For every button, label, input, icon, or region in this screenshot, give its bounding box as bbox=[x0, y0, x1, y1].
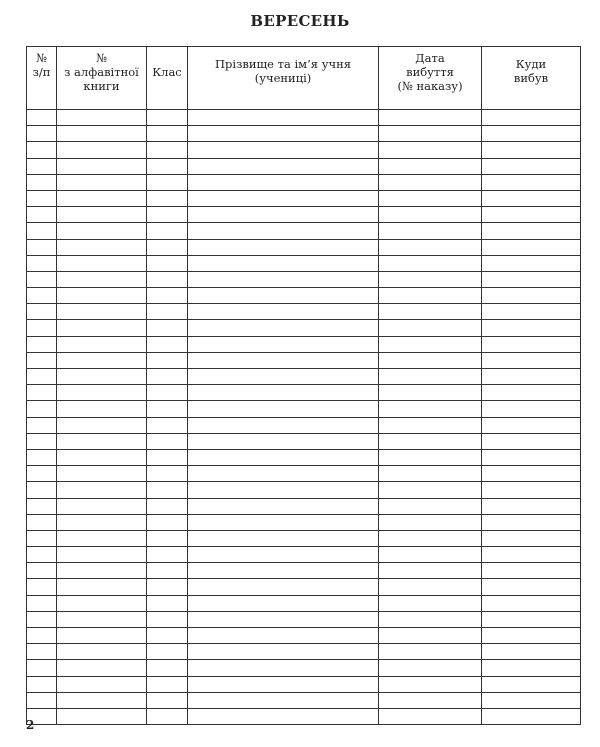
cell-destination[interactable] bbox=[482, 692, 581, 708]
cell-number[interactable] bbox=[27, 126, 57, 142]
cell-student-name[interactable] bbox=[188, 239, 379, 255]
cell-destination[interactable] bbox=[482, 514, 581, 530]
cell-number[interactable] bbox=[27, 628, 57, 644]
cell-departure-date[interactable] bbox=[379, 595, 482, 611]
cell-destination[interactable] bbox=[482, 433, 581, 449]
cell-destination[interactable] bbox=[482, 158, 581, 174]
cell-departure-date[interactable] bbox=[379, 304, 482, 320]
cell-class[interactable] bbox=[147, 271, 188, 287]
cell-number[interactable] bbox=[27, 466, 57, 482]
cell-student-name[interactable] bbox=[188, 433, 379, 449]
cell-departure-date[interactable] bbox=[379, 417, 482, 433]
cell-destination[interactable] bbox=[482, 482, 581, 498]
cell-departure-date[interactable] bbox=[379, 401, 482, 417]
cell-number[interactable] bbox=[27, 288, 57, 304]
cell-departure-date[interactable] bbox=[379, 336, 482, 352]
cell-student-name[interactable] bbox=[188, 174, 379, 190]
cell-alphabet-book-number[interactable] bbox=[57, 708, 147, 724]
cell-departure-date[interactable] bbox=[379, 320, 482, 336]
cell-departure-date[interactable] bbox=[379, 449, 482, 465]
cell-class[interactable] bbox=[147, 644, 188, 660]
header-text: Прізвище та ім’я учня bbox=[215, 57, 351, 71]
cell-student-name[interactable] bbox=[188, 466, 379, 482]
table-row bbox=[27, 207, 581, 223]
cell-alphabet-book-number[interactable] bbox=[57, 352, 147, 368]
cell-alphabet-book-number[interactable] bbox=[57, 530, 147, 546]
table-row bbox=[27, 158, 581, 174]
cell-destination[interactable] bbox=[482, 611, 581, 627]
cell-class[interactable] bbox=[147, 126, 188, 142]
cell-departure-date[interactable] bbox=[379, 271, 482, 287]
table-row bbox=[27, 530, 581, 546]
cell-student-name[interactable] bbox=[188, 579, 379, 595]
cell-student-name[interactable] bbox=[188, 288, 379, 304]
table-row bbox=[27, 271, 581, 287]
cell-number[interactable] bbox=[27, 352, 57, 368]
cell-number[interactable] bbox=[27, 563, 57, 579]
cell-class[interactable] bbox=[147, 660, 188, 676]
cell-number[interactable] bbox=[27, 660, 57, 676]
cell-student-name[interactable] bbox=[188, 595, 379, 611]
cell-destination[interactable] bbox=[482, 320, 581, 336]
cell-alphabet-book-number[interactable] bbox=[57, 320, 147, 336]
cell-class[interactable] bbox=[147, 174, 188, 190]
cell-number[interactable] bbox=[27, 433, 57, 449]
cell-number[interactable] bbox=[27, 336, 57, 352]
cell-student-name[interactable] bbox=[188, 190, 379, 206]
cell-destination[interactable] bbox=[482, 401, 581, 417]
cell-student-name[interactable] bbox=[188, 514, 379, 530]
cell-student-name[interactable] bbox=[188, 563, 379, 579]
page-number: 2 bbox=[26, 718, 35, 732]
cell-class[interactable] bbox=[147, 692, 188, 708]
cell-student-name[interactable] bbox=[188, 255, 379, 271]
cell-student-name[interactable] bbox=[188, 547, 379, 563]
table-row bbox=[27, 547, 581, 563]
header-text: з/п bbox=[32, 65, 51, 79]
cell-destination[interactable] bbox=[482, 271, 581, 287]
cell-number[interactable] bbox=[27, 449, 57, 465]
header-col-number bbox=[27, 47, 57, 110]
cell-departure-date[interactable] bbox=[379, 547, 482, 563]
cell-number[interactable] bbox=[27, 482, 57, 498]
table-row bbox=[27, 288, 581, 304]
cell-student-name[interactable] bbox=[188, 158, 379, 174]
cell-class[interactable] bbox=[147, 336, 188, 352]
cell-class[interactable] bbox=[147, 110, 188, 126]
table-row bbox=[27, 255, 581, 271]
cell-class[interactable] bbox=[147, 304, 188, 320]
header-text: Куди bbox=[515, 57, 547, 71]
header-text: з алфавітної bbox=[64, 65, 139, 79]
cell-student-name[interactable] bbox=[188, 142, 379, 158]
cell-alphabet-book-number[interactable] bbox=[57, 207, 147, 223]
table-row bbox=[27, 692, 581, 708]
table-row bbox=[27, 595, 581, 611]
cell-destination[interactable] bbox=[482, 676, 581, 692]
cell-departure-date[interactable] bbox=[379, 514, 482, 530]
table-row bbox=[27, 304, 581, 320]
cell-number[interactable] bbox=[27, 676, 57, 692]
cell-alphabet-book-number[interactable] bbox=[57, 417, 147, 433]
cell-number[interactable] bbox=[27, 514, 57, 530]
cell-class[interactable] bbox=[147, 530, 188, 546]
cell-number[interactable] bbox=[27, 304, 57, 320]
cell-alphabet-book-number[interactable] bbox=[57, 336, 147, 352]
table-row bbox=[27, 223, 581, 239]
cell-alphabet-book-number[interactable] bbox=[57, 660, 147, 676]
cell-student-name[interactable] bbox=[188, 369, 379, 385]
header-col-student-name bbox=[188, 47, 379, 110]
cell-number[interactable] bbox=[27, 385, 57, 401]
cell-destination[interactable] bbox=[482, 385, 581, 401]
cell-class[interactable] bbox=[147, 563, 188, 579]
cell-destination[interactable] bbox=[482, 255, 581, 271]
cell-destination[interactable] bbox=[482, 352, 581, 368]
cell-destination[interactable] bbox=[482, 449, 581, 465]
cell-destination[interactable] bbox=[482, 239, 581, 255]
cell-class[interactable] bbox=[147, 433, 188, 449]
table-row bbox=[27, 628, 581, 644]
header-text: вибуття bbox=[406, 65, 454, 79]
cell-departure-date[interactable] bbox=[379, 433, 482, 449]
cell-student-name[interactable] bbox=[188, 271, 379, 287]
cell-alphabet-book-number[interactable] bbox=[57, 628, 147, 644]
cell-number[interactable] bbox=[27, 498, 57, 514]
cell-number[interactable] bbox=[27, 595, 57, 611]
cell-student-name[interactable] bbox=[188, 110, 379, 126]
cell-destination[interactable] bbox=[482, 304, 581, 320]
cell-class[interactable] bbox=[147, 579, 188, 595]
cell-number[interactable] bbox=[27, 255, 57, 271]
table-row bbox=[27, 385, 581, 401]
cell-departure-date[interactable] bbox=[379, 110, 482, 126]
header-text: № bbox=[36, 51, 47, 65]
cell-number[interactable] bbox=[27, 369, 57, 385]
cell-class[interactable] bbox=[147, 611, 188, 627]
cell-student-name[interactable] bbox=[188, 644, 379, 660]
cell-destination[interactable] bbox=[482, 530, 581, 546]
cell-alphabet-book-number[interactable] bbox=[57, 385, 147, 401]
table-row bbox=[27, 611, 581, 627]
cell-number[interactable] bbox=[27, 223, 57, 239]
cell-number[interactable] bbox=[27, 644, 57, 660]
cell-alphabet-book-number[interactable] bbox=[57, 271, 147, 287]
header-text: № bbox=[96, 51, 107, 65]
table-row bbox=[27, 239, 581, 255]
cell-alphabet-book-number[interactable] bbox=[57, 239, 147, 255]
cell-class[interactable] bbox=[147, 676, 188, 692]
cell-destination[interactable] bbox=[482, 417, 581, 433]
cell-departure-date[interactable] bbox=[379, 352, 482, 368]
cell-class[interactable] bbox=[147, 158, 188, 174]
cell-alphabet-book-number[interactable] bbox=[57, 579, 147, 595]
cell-number[interactable] bbox=[27, 207, 57, 223]
cell-student-name[interactable] bbox=[188, 320, 379, 336]
cell-number[interactable] bbox=[27, 271, 57, 287]
cell-class[interactable] bbox=[147, 595, 188, 611]
cell-destination[interactable] bbox=[482, 579, 581, 595]
table-row bbox=[27, 708, 581, 724]
cell-class[interactable] bbox=[147, 320, 188, 336]
cell-student-name[interactable] bbox=[188, 708, 379, 724]
cell-class[interactable] bbox=[147, 417, 188, 433]
cell-number[interactable] bbox=[27, 401, 57, 417]
cell-alphabet-book-number[interactable] bbox=[57, 174, 147, 190]
cell-alphabet-book-number[interactable] bbox=[57, 369, 147, 385]
cell-alphabet-book-number[interactable] bbox=[57, 514, 147, 530]
cell-alphabet-book-number[interactable] bbox=[57, 466, 147, 482]
cell-destination[interactable] bbox=[482, 207, 581, 223]
departure-register-table bbox=[26, 46, 581, 725]
cell-departure-date[interactable] bbox=[379, 611, 482, 627]
cell-destination[interactable] bbox=[482, 466, 581, 482]
cell-destination[interactable] bbox=[482, 563, 581, 579]
cell-departure-date[interactable] bbox=[379, 223, 482, 239]
cell-departure-date[interactable] bbox=[379, 676, 482, 692]
cell-departure-date[interactable] bbox=[379, 708, 482, 724]
table-row bbox=[27, 190, 581, 206]
cell-departure-date[interactable] bbox=[379, 644, 482, 660]
cell-class[interactable] bbox=[147, 708, 188, 724]
cell-destination[interactable] bbox=[482, 660, 581, 676]
cell-departure-date[interactable] bbox=[379, 563, 482, 579]
cell-destination[interactable] bbox=[482, 288, 581, 304]
table-row bbox=[27, 401, 581, 417]
cell-departure-date[interactable] bbox=[379, 482, 482, 498]
cell-destination[interactable] bbox=[482, 708, 581, 724]
header-col-alphabet-book-number bbox=[57, 47, 147, 110]
table-row bbox=[27, 126, 581, 142]
cell-destination[interactable] bbox=[482, 628, 581, 644]
cell-student-name[interactable] bbox=[188, 336, 379, 352]
table-row bbox=[27, 676, 581, 692]
cell-alphabet-book-number[interactable] bbox=[57, 142, 147, 158]
table-row bbox=[27, 449, 581, 465]
cell-class[interactable] bbox=[147, 369, 188, 385]
table-row bbox=[27, 369, 581, 385]
cell-departure-date[interactable] bbox=[379, 255, 482, 271]
cell-class[interactable] bbox=[147, 239, 188, 255]
table-row bbox=[27, 563, 581, 579]
cell-destination[interactable] bbox=[482, 174, 581, 190]
cell-alphabet-book-number[interactable] bbox=[57, 126, 147, 142]
cell-class[interactable] bbox=[147, 466, 188, 482]
cell-student-name[interactable] bbox=[188, 417, 379, 433]
cell-student-name[interactable] bbox=[188, 692, 379, 708]
cell-class[interactable] bbox=[147, 223, 188, 239]
cell-alphabet-book-number[interactable] bbox=[57, 255, 147, 271]
cell-departure-date[interactable] bbox=[379, 466, 482, 482]
cell-class[interactable] bbox=[147, 514, 188, 530]
header-col-departure-date bbox=[379, 47, 482, 110]
cell-class[interactable] bbox=[147, 207, 188, 223]
cell-alphabet-book-number[interactable] bbox=[57, 158, 147, 174]
cell-destination[interactable] bbox=[482, 336, 581, 352]
cell-class[interactable] bbox=[147, 255, 188, 271]
cell-departure-date[interactable] bbox=[379, 158, 482, 174]
cell-class[interactable] bbox=[147, 288, 188, 304]
cell-number[interactable] bbox=[27, 692, 57, 708]
cell-class[interactable] bbox=[147, 142, 188, 158]
header-col-destination bbox=[482, 47, 581, 110]
cell-student-name[interactable] bbox=[188, 660, 379, 676]
cell-alphabet-book-number[interactable] bbox=[57, 110, 147, 126]
table-row bbox=[27, 320, 581, 336]
cell-departure-date[interactable] bbox=[379, 579, 482, 595]
cell-number[interactable] bbox=[27, 158, 57, 174]
cell-student-name[interactable] bbox=[188, 530, 379, 546]
cell-departure-date[interactable] bbox=[379, 692, 482, 708]
cell-class[interactable] bbox=[147, 498, 188, 514]
cell-destination[interactable] bbox=[482, 223, 581, 239]
cell-student-name[interactable] bbox=[188, 628, 379, 644]
cell-departure-date[interactable] bbox=[379, 207, 482, 223]
cell-student-name[interactable] bbox=[188, 304, 379, 320]
cell-alphabet-book-number[interactable] bbox=[57, 595, 147, 611]
cell-student-name[interactable] bbox=[188, 498, 379, 514]
header-text: Клас bbox=[152, 65, 182, 79]
table-body bbox=[27, 110, 581, 725]
cell-number[interactable] bbox=[27, 611, 57, 627]
cell-destination[interactable] bbox=[482, 498, 581, 514]
table-row bbox=[27, 482, 581, 498]
cell-student-name[interactable] bbox=[188, 676, 379, 692]
cell-class[interactable] bbox=[147, 401, 188, 417]
cell-number[interactable] bbox=[27, 417, 57, 433]
cell-alphabet-book-number[interactable] bbox=[57, 644, 147, 660]
cell-destination[interactable] bbox=[482, 190, 581, 206]
cell-departure-date[interactable] bbox=[379, 239, 482, 255]
cell-alphabet-book-number[interactable] bbox=[57, 676, 147, 692]
cell-departure-date[interactable] bbox=[379, 126, 482, 142]
cell-class[interactable] bbox=[147, 449, 188, 465]
table-row bbox=[27, 579, 581, 595]
cell-number[interactable] bbox=[27, 579, 57, 595]
cell-class[interactable] bbox=[147, 482, 188, 498]
cell-departure-date[interactable] bbox=[379, 142, 482, 158]
header-text: вибув bbox=[513, 71, 549, 85]
cell-destination[interactable] bbox=[482, 595, 581, 611]
cell-number[interactable] bbox=[27, 142, 57, 158]
cell-number[interactable] bbox=[27, 174, 57, 190]
cell-number[interactable] bbox=[27, 320, 57, 336]
table-row bbox=[27, 514, 581, 530]
table-row bbox=[27, 336, 581, 352]
cell-student-name[interactable] bbox=[188, 385, 379, 401]
cell-destination[interactable] bbox=[482, 142, 581, 158]
table-row bbox=[27, 352, 581, 368]
cell-departure-date[interactable] bbox=[379, 530, 482, 546]
cell-number[interactable] bbox=[27, 530, 57, 546]
cell-alphabet-book-number[interactable] bbox=[57, 304, 147, 320]
cell-destination[interactable] bbox=[482, 369, 581, 385]
header-text: (№ наказу) bbox=[397, 79, 463, 93]
table-row bbox=[27, 660, 581, 676]
cell-student-name[interactable] bbox=[188, 401, 379, 417]
cell-departure-date[interactable] bbox=[379, 174, 482, 190]
cell-alphabet-book-number[interactable] bbox=[57, 563, 147, 579]
table-header-row bbox=[27, 47, 581, 110]
cell-student-name[interactable] bbox=[188, 611, 379, 627]
table-row bbox=[27, 466, 581, 482]
cell-alphabet-book-number[interactable] bbox=[57, 401, 147, 417]
header-col-class bbox=[147, 47, 188, 110]
cell-alphabet-book-number[interactable] bbox=[57, 190, 147, 206]
cell-departure-date[interactable] bbox=[379, 628, 482, 644]
table-row bbox=[27, 110, 581, 126]
table-row bbox=[27, 417, 581, 433]
cell-alphabet-book-number[interactable] bbox=[57, 498, 147, 514]
cell-departure-date[interactable] bbox=[379, 660, 482, 676]
header-text: (учениці) bbox=[254, 71, 312, 85]
cell-departure-date[interactable] bbox=[379, 190, 482, 206]
table-row bbox=[27, 142, 581, 158]
cell-student-name[interactable] bbox=[188, 126, 379, 142]
cell-class[interactable] bbox=[147, 628, 188, 644]
cell-student-name[interactable] bbox=[188, 482, 379, 498]
cell-departure-date[interactable] bbox=[379, 288, 482, 304]
cell-destination[interactable] bbox=[482, 644, 581, 660]
cell-destination[interactable] bbox=[482, 547, 581, 563]
cell-departure-date[interactable] bbox=[379, 498, 482, 514]
cell-destination[interactable] bbox=[482, 110, 581, 126]
cell-student-name[interactable] bbox=[188, 207, 379, 223]
header-text: Дата bbox=[415, 51, 445, 65]
cell-number[interactable] bbox=[27, 110, 57, 126]
table-row bbox=[27, 433, 581, 449]
cell-class[interactable] bbox=[147, 385, 188, 401]
cell-student-name[interactable] bbox=[188, 223, 379, 239]
cell-class[interactable] bbox=[147, 547, 188, 563]
table-row bbox=[27, 174, 581, 190]
cell-alphabet-book-number[interactable] bbox=[57, 547, 147, 563]
cell-student-name[interactable] bbox=[188, 352, 379, 368]
table-row bbox=[27, 498, 581, 514]
cell-alphabet-book-number[interactable] bbox=[57, 482, 147, 498]
cell-departure-date[interactable] bbox=[379, 385, 482, 401]
cell-departure-date[interactable] bbox=[379, 369, 482, 385]
cell-number[interactable] bbox=[27, 190, 57, 206]
table-row bbox=[27, 644, 581, 660]
cell-alphabet-book-number[interactable] bbox=[57, 692, 147, 708]
cell-class[interactable] bbox=[147, 352, 188, 368]
page-title: ВЕРЕСЕНЬ bbox=[250, 12, 350, 30]
cell-alphabet-book-number[interactable] bbox=[57, 288, 147, 304]
header-text: книги bbox=[83, 79, 120, 93]
cell-number[interactable] bbox=[27, 547, 57, 563]
cell-class[interactable] bbox=[147, 190, 188, 206]
cell-student-name[interactable] bbox=[188, 449, 379, 465]
cell-alphabet-book-number[interactable] bbox=[57, 611, 147, 627]
cell-number[interactable] bbox=[27, 239, 57, 255]
cell-destination[interactable] bbox=[482, 126, 581, 142]
cell-alphabet-book-number[interactable] bbox=[57, 433, 147, 449]
cell-alphabet-book-number[interactable] bbox=[57, 223, 147, 239]
cell-alphabet-book-number[interactable] bbox=[57, 449, 147, 465]
